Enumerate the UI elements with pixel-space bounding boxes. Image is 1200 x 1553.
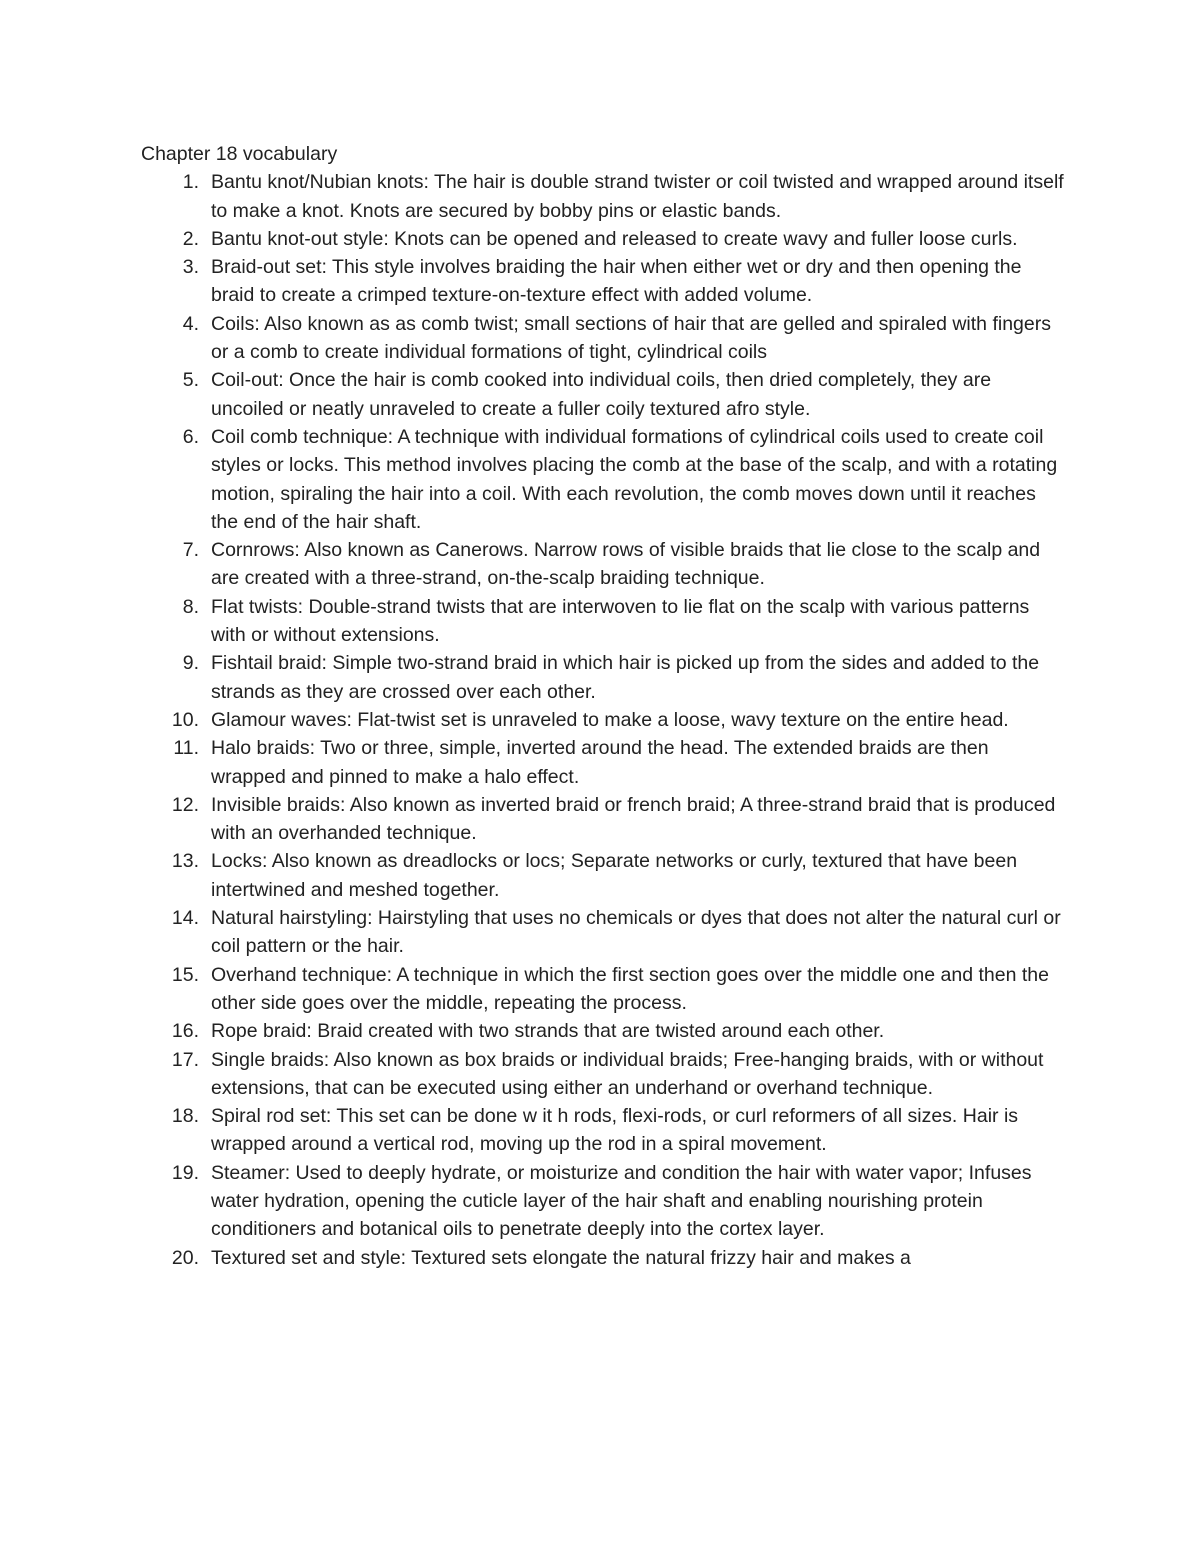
list-item: [141, 423, 1066, 536]
list-item: [141, 168, 1066, 225]
list-item: [141, 847, 1066, 904]
list-item-text: Overhand technique: A technique in which the first section goes over the middle one and then the other side goes over the middle, repeating the process.: [211, 963, 1049, 1014]
list-item-text: Halo braids: Two or three, simple, inverted around the head. The extended braids are then wrapped and pinned to make a halo effect.: [211, 737, 989, 788]
list-item: [141, 961, 1066, 1018]
list-item-number: 9.: [182, 652, 199, 675]
list-item: [141, 225, 1066, 253]
list-item: [141, 734, 1066, 791]
list-item-number: 17.: [171, 1048, 199, 1071]
list-item-text: Coil comb technique: A technique with individual formations of cylindrical coils used to create coil styles or locks. This method involves placing the comb at the base of the scalp, and with a rotating motion, spiraling the hair into a coil. With each revolution, the comb moves down until it reaches the end of the hair shaft.: [211, 425, 1058, 533]
list-item-number: 4.: [182, 312, 199, 335]
list-item-text: Bantu knot-out style: Knots can be opened and released to create wavy and fuller loose curls.: [211, 227, 1018, 250]
list-item: [141, 1017, 1066, 1045]
list-item-text: Rope braid: Braid created with two strands that are twisted around each other.: [211, 1020, 885, 1043]
list-item: [141, 1159, 1066, 1244]
list-item-number: 5.: [182, 369, 199, 392]
list-item: [141, 1046, 1066, 1103]
list-item: [141, 253, 1066, 310]
list-item: [141, 593, 1066, 650]
list-item-text: Flat twists: Double-strand twists that are interwoven to lie flat on the scalp with various patterns with or without extensions.: [211, 595, 1030, 647]
list-item-number: 8.: [182, 595, 199, 618]
list-item-number: 11.: [173, 737, 199, 760]
list-item-text: Natural hairstyling: Hairstyling that uses no chemicals or dyes that does not alter the natural curl or coil pattern or the hair.: [211, 907, 1061, 958]
list-item-text: Textured set and style: Textured sets elongate the natural frizzy hair and makes a: [211, 1246, 911, 1269]
list-item-number: 15.: [171, 963, 199, 986]
list-item-number: 20.: [171, 1246, 199, 1269]
vocabulary-list: [141, 168, 1066, 1272]
list-item-text: Single braids: Also known as box braids or individual braids; Free-hanging braids, with or without extensions, that can be executed using either an underhand or overhand technique.: [211, 1048, 1044, 1099]
list-item-text: Locks: Also known as dreadlocks or locs; Separate networks or curly, textured that have been intertwined and meshed together.: [211, 850, 1018, 901]
list-item-number: 7.: [182, 539, 199, 562]
list-item-text: Cornrows: Also known as Canerows. Narrow rows of visible braids that lie close to the scalp and are created with a three-strand, on-the-scalp braiding technique.: [211, 539, 1041, 590]
list-item-number: 2.: [182, 227, 199, 250]
list-item-text: Coil-out: Once the hair is comb cooked into individual coils, then dried completely, they are uncoiled or neatly unraveled to create a fuller coily textured afro style.: [211, 369, 992, 420]
list-item-text: Bantu knot/Nubian knots: The hair is double strand twister or coil twisted and wrapped around itself to make a knot. Knots are secured by bobby pins or elastic bands.: [211, 171, 1064, 222]
list-item: [141, 536, 1066, 593]
list-item-number: 14.: [171, 907, 199, 930]
list-item: [141, 310, 1066, 367]
document-page: [141, 140, 1066, 1272]
list-item-number: 3.: [182, 256, 199, 279]
list-item: [141, 791, 1066, 848]
list-item-text: Coils: Also known as as comb twist; small sections of hair that are gelled and spiraled with fingers or a comb to create individual formations of tight, cylindrical coils: [211, 312, 1051, 364]
list-item: [141, 706, 1066, 734]
list-item-number: 12.: [171, 793, 199, 816]
list-item-text: Braid-out set: This style involves braiding the hair when either wet or dry and then opening the braid to create a crimped texture-on-texture effect with added volume.: [211, 256, 1022, 307]
list-item-text: Steamer: Used to deeply hydrate, or moisturize and condition the hair with water vapor; Infuses water hydration, opening the cuticle layer of the hair shaft and enabling nourishing protein conditioners and botanical oils to penetrate deeply into the cortex layer.: [211, 1161, 1032, 1241]
list-item-text: Spiral rod set: This set can be done w it h rods, flexi-rods, or curl reformers of all sizes. Hair is wrapped around a vertical rod, moving up the rod in a spiral movement.: [211, 1105, 1019, 1156]
list-item-number: 18.: [171, 1105, 199, 1128]
list-item: [141, 904, 1066, 961]
list-item-number: 1.: [182, 171, 199, 194]
list-item: [141, 366, 1066, 423]
list-item-text: Fishtail braid: Simple two-strand braid in which hair is picked up from the sides and added to the strands as they are crossed over each other.: [211, 652, 1040, 703]
list-item-text: Invisible braids: Also known as inverted braid or french braid; A three-strand braid that is produced with an overhanded technique.: [211, 793, 1056, 845]
list-item-number: 16.: [171, 1020, 199, 1043]
list-item-number: 10.: [171, 708, 199, 731]
list-item: [141, 1244, 1066, 1272]
document-title: Chapter 18 vocabulary: [141, 143, 338, 165]
list-item: [141, 649, 1066, 706]
list-item-text: Glamour waves: Flat-twist set is unraveled to make a loose, wavy texture on the entire head.: [211, 708, 1009, 731]
list-item: [141, 1102, 1066, 1159]
list-item-number: 19.: [171, 1161, 199, 1184]
list-item-number: 13.: [171, 850, 199, 873]
list-item-number: 6.: [182, 425, 199, 448]
